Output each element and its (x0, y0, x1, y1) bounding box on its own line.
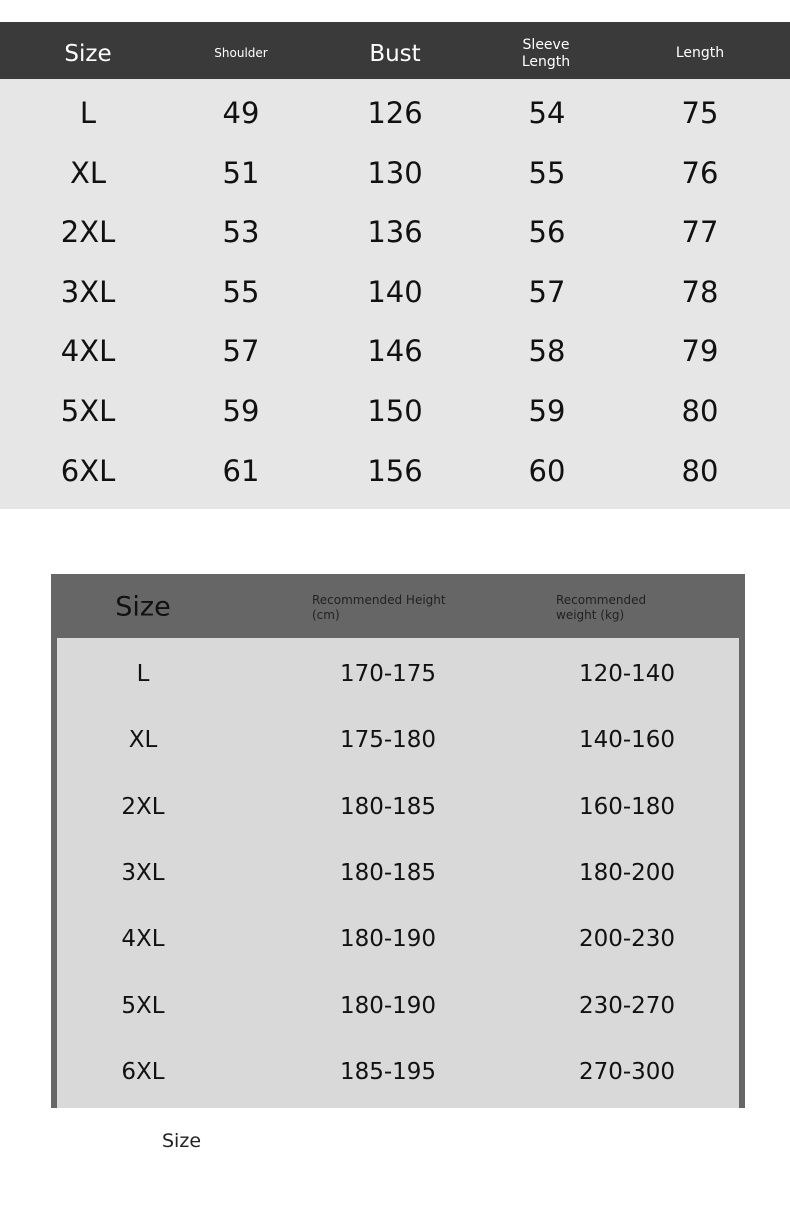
cell-bust: 136 (367, 215, 423, 250)
header-recommended-height (312, 593, 446, 623)
cell-sleeve-length: 54 (528, 96, 566, 130)
header-height-line1: Recommended Height (312, 593, 446, 607)
cell-recommended-height: 180-185 (339, 793, 437, 820)
header-length: Length (675, 45, 725, 61)
cell-shoulder: 61 (222, 453, 260, 488)
header-sleeve-line2: Length (521, 54, 571, 70)
header-sleeve-length (522, 37, 570, 71)
measurement-table-header (0, 22, 790, 79)
header-height-line2: (cm) (312, 608, 340, 622)
cell-length: 78 (681, 274, 719, 309)
cell-bust: 140 (367, 274, 423, 309)
cell-size: 6XL (121, 1058, 165, 1085)
header-bust: Bust (369, 41, 421, 67)
cell-recommended-weight: 140-160 (578, 727, 676, 754)
cell-shoulder: 49 (222, 96, 260, 130)
cell-recommended-weight: 270-300 (578, 1058, 676, 1085)
cell-recommended-height: 180-190 (339, 926, 437, 953)
cell-length: 77 (681, 215, 719, 250)
cell-size: XL (128, 727, 158, 754)
cell-recommended-height: 185-195 (339, 1058, 437, 1085)
cell-bust: 146 (367, 334, 423, 369)
cell-size: 4XL (121, 926, 165, 953)
cell-shoulder: 55 (222, 274, 260, 309)
header-size: Size (115, 591, 171, 623)
cell-size: 3XL (121, 859, 165, 886)
cell-size: 2XL (60, 215, 116, 250)
cell-recommended-height: 180-190 (339, 992, 437, 1019)
cell-bust: 126 (367, 96, 423, 130)
cell-sleeve-length: 58 (528, 334, 566, 369)
header-size: Size (64, 41, 112, 67)
header-sleeve-line1: Sleeve (522, 37, 570, 53)
recommendation-table-header (51, 574, 745, 638)
cell-bust: 156 (367, 453, 423, 488)
cell-sleeve-length: 59 (528, 394, 566, 428)
cell-recommended-weight: 230-270 (578, 992, 676, 1019)
measurement-table-body (0, 79, 790, 509)
cell-length: 79 (681, 334, 719, 369)
cell-bust: 130 (367, 155, 423, 190)
cell-recommended-height: 175-180 (339, 727, 437, 754)
header-weight-line2: weight (kg) (556, 608, 625, 622)
cell-size: 3XL (60, 274, 116, 309)
cell-shoulder: 53 (222, 215, 260, 250)
cell-size: 5XL (121, 992, 165, 1019)
recommendation-table (51, 574, 745, 1108)
header-weight-line1: Recommended (556, 593, 647, 607)
measurement-table (0, 22, 790, 509)
header-recommended-weight (556, 593, 646, 623)
cell-bust: 150 (367, 394, 423, 428)
cell-recommended-weight: 200-230 (578, 926, 676, 953)
cell-sleeve-length: 60 (528, 453, 566, 488)
recommendation-table-body (57, 638, 739, 1108)
cell-recommended-height: 180-185 (339, 859, 437, 886)
header-shoulder: Shoulder (214, 46, 268, 60)
cell-length: 75 (681, 96, 719, 130)
cell-shoulder: 57 (222, 334, 260, 369)
cell-length: 80 (681, 394, 719, 428)
cell-length: 80 (681, 453, 719, 488)
cell-sleeve-length: 57 (528, 274, 566, 309)
cell-size: L (136, 661, 150, 687)
cell-recommended-weight: 160-180 (578, 793, 676, 820)
cell-sleeve-length: 56 (528, 215, 566, 250)
cell-sleeve-length: 55 (528, 155, 566, 190)
cell-shoulder: 51 (222, 155, 260, 190)
size-caption: Size (162, 1130, 202, 1152)
cell-length: 76 (681, 155, 719, 190)
cell-size: 5XL (60, 394, 116, 428)
cell-size: 2XL (121, 793, 165, 820)
cell-recommended-height: 170-175 (339, 661, 437, 687)
cell-recommended-weight: 180-200 (578, 859, 676, 886)
cell-recommended-weight: 120-140 (578, 661, 676, 687)
cell-size: XL (69, 155, 107, 190)
cell-size: 6XL (60, 453, 116, 488)
cell-size: L (79, 96, 97, 130)
cell-shoulder: 59 (222, 394, 260, 428)
cell-size: 4XL (60, 334, 116, 369)
